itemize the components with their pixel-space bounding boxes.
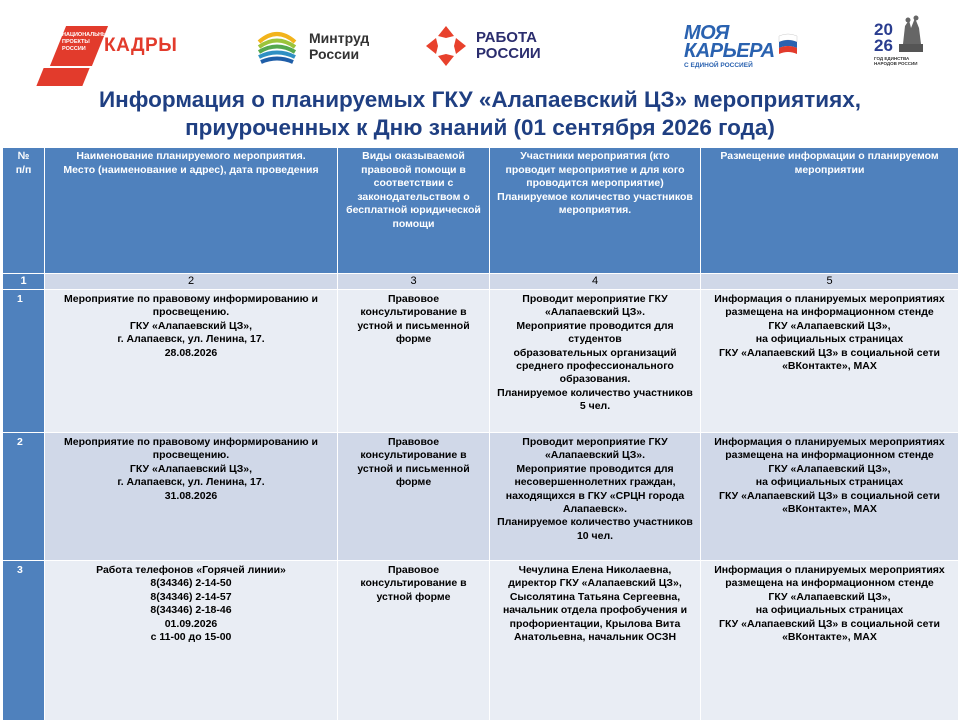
year-sub: ГОД ЕДИНСТВА НАРОДОВ РОССИИ bbox=[874, 56, 918, 66]
column-number: 1 bbox=[3, 274, 45, 290]
my-career-logo bbox=[684, 24, 799, 69]
year-of-unity-logo bbox=[874, 14, 930, 66]
rabota-logo bbox=[424, 24, 541, 68]
career-line2: КАРЬЕРА bbox=[684, 40, 775, 62]
career-sub: С ЕДИНОЙ РОССИЕЙ bbox=[684, 62, 753, 69]
title-line2: приуроченных к Дню знаний (01 сентября 2026 года) bbox=[185, 115, 775, 140]
natsproekty-text: НАЦИОНАЛЬНЫЕ ПРОЕКТЫ РОССИИ bbox=[62, 32, 112, 52]
natsproekty-badge-icon bbox=[36, 18, 112, 88]
row-number: 3 bbox=[3, 561, 45, 720]
header-participants: Участники мероприятия (кто проводит мероприятие и для кого проводится мероприятие) Планируемое количество участников мероприятия. bbox=[490, 148, 701, 274]
header-info-placement: Размещение информации о планируемом мероприятии bbox=[701, 148, 959, 274]
column-number: 4 bbox=[490, 274, 701, 290]
table-row bbox=[3, 290, 959, 433]
year-bottom: 26 bbox=[874, 36, 893, 55]
legal-help-cell: Правовое консультирование в устной и письменной форме bbox=[338, 290, 490, 433]
monument-icon bbox=[895, 14, 927, 54]
event-cell: Мероприятие по правовому информированию и просвещению. ГКУ «Алапаевский ЦЗ», г. Алапаевск, ул. Ленина, 17. 31.08.2026 bbox=[45, 433, 338, 561]
header-legal-help: Виды оказываемой правовой помощи в соответствии с законодательством о бесплатной юридической помощи bbox=[338, 148, 490, 274]
participants-cell: Чечулина Елена Николаевна, директор ГКУ «Алапаевский ЦЗ», Сысолятина Татьяна Сергеевна, начальник отдела профобучения и профориентации, Крылова Вита Анатольевна, начальник ОСЗН bbox=[490, 561, 701, 720]
column-number: 3 bbox=[338, 274, 490, 290]
table-header-row bbox=[3, 148, 959, 274]
legal-help-cell: Правовое консультирование в устной и письменной форме bbox=[338, 433, 490, 561]
info-placement-cell: Информация о планируемых мероприятиях размещена на информационном стенде ГКУ «Алапаевский ЦЗ», на официальных страницах ГКУ «Алапаевский ЦЗ» в социальной сети «ВКонтакте», МАХ bbox=[701, 561, 959, 720]
header-event: Наименование планируемого мероприятия. Место (наименование и адрес), дата проведения bbox=[45, 148, 338, 274]
participants-cell: Проводит мероприятие ГКУ «Алапаевский ЦЗ». Мероприятие проводится для несовершеннолетних граждан, находящихся в ГКУ «СРЦН города Алапаевск». Планируемое количество участников 10 чел. bbox=[490, 433, 701, 561]
year-top: 20 bbox=[874, 20, 893, 39]
kadry-label: КАДРЫ bbox=[104, 35, 178, 56]
career-line1: МОЯ bbox=[684, 22, 729, 44]
table-row bbox=[3, 433, 959, 561]
flag-wave-icon bbox=[777, 32, 799, 62]
row-number: 2 bbox=[3, 433, 45, 561]
rabota-line1: РАБОТА bbox=[476, 29, 538, 46]
title-line1: Информация о планируемых ГКУ «Алапаевский ЦЗ» мероприятиях, bbox=[99, 87, 861, 112]
row-number: 1 bbox=[3, 290, 45, 433]
header-number: № п/п bbox=[3, 148, 45, 274]
column-number: 2 bbox=[45, 274, 338, 290]
participants-cell: Проводит мероприятие ГКУ «Алапаевский ЦЗ». Мероприятие проводится для студентов образовательных организаций среднего профессионального образования. Планируемое количество участников 5 чел. bbox=[490, 290, 701, 433]
legal-help-cell: Правовое консультирование в устной форме bbox=[338, 561, 490, 720]
mintrud-emblem-icon bbox=[255, 24, 299, 68]
natsproekty-logo bbox=[36, 18, 177, 88]
column-number-row bbox=[3, 274, 959, 290]
event-cell: Мероприятие по правовому информированию и просвещению. ГКУ «Алапаевский ЦЗ», г. Алапаевск, ул. Ленина, 17. 28.08.2026 bbox=[45, 290, 338, 433]
events-table bbox=[2, 147, 959, 720]
table-row bbox=[3, 561, 959, 720]
info-placement-cell: Информация о планируемых мероприятиях размещена на информационном стенде ГКУ «Алапаевский ЦЗ», на официальных страницах ГКУ «Алапаевский ЦЗ» в социальной сети «ВКонтакте», МАХ bbox=[701, 433, 959, 561]
mintrud-line1: Минтруд bbox=[309, 30, 370, 46]
mintrud-line2: России bbox=[309, 46, 360, 62]
event-cell: Работа телефонов «Горячей линии» 8(34346) 2-14-50 8(34346) 2-14-57 8(34346) 2-18-46 01.09.2026 с 11-00 до 15-00 bbox=[45, 561, 338, 720]
info-placement-cell: Информация о планируемых мероприятиях размещена на информационном стенде ГКУ «Алапаевский ЦЗ», на официальных страницах ГКУ «Алапаевский ЦЗ» в социальной сети «ВКонтакте», МАХ bbox=[701, 290, 959, 433]
rabota-line2: РОССИИ bbox=[476, 45, 541, 62]
logo-strip bbox=[0, 0, 960, 90]
page-title bbox=[0, 86, 960, 142]
mintrud-logo bbox=[255, 24, 369, 68]
rabota-emblem-icon bbox=[424, 24, 468, 68]
column-number: 5 bbox=[701, 274, 959, 290]
